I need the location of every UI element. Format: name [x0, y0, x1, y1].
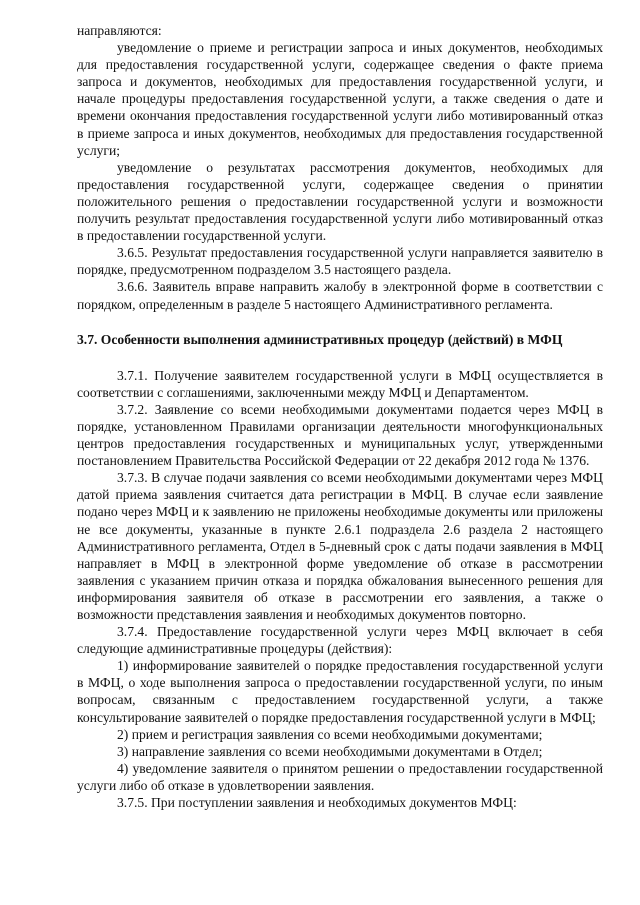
paragraph-3-7-4: 3.7.4. Предоставление государственной услуги через МФЦ включает в себя следующие административные процедуры (действия): — [77, 624, 603, 657]
paragraph-lead-in: направляются: — [77, 23, 162, 38]
list-item-4: 4) уведомление заявителя о принятом решении о предоставлении государственной услуги либо об отказе в удовлетворении заявления. — [77, 760, 603, 793]
paragraph-notice-results: уведомление о результатах рассмотрения документов, необходимых для предоставления государственной услуги, содержащее сведения о принятии положительного решения о предоставлении государственной услуги и возможности получить результат предоставления государственной услуги либо мотивированный отказ в предоставлении государственной услуги. — [77, 159, 603, 244]
list-item-2: 2) прием и регистрация заявления со всеми необходимыми документами; — [117, 726, 543, 742]
list-item-1: 1) информирование заявителей о порядке предоставления государственной услуги в МФЦ, о ходе выполнения запроса о предоставлении государственной услуги, по иным вопросам, связанным с предоставлением государственной услуги, а также консультирование заявителей о порядке предоставления государственной услуги в МФЦ; — [77, 658, 603, 725]
paragraph-notice-receipt: уведомление о приеме и регистрации запроса и иных документов, необходимых для предоставления государственной услуги, содержащее сведения о факте приема запроса и документов, необходимых для предоставления государственной услуги, и начале процедуры предоставления государственной услуги, а также сведения о дате и времени окончания предоставления государственной услуги либо мотивированный отказ в приеме запроса и иных документов, необходимых для предоставления государственной услуги; — [77, 40, 603, 158]
paragraph-3-6-5: 3.6.5. Результат предоставления государственной услуги направляется заявителю в порядке, предусмотренном подразделом 3.5 настоящего раздела. — [77, 245, 603, 278]
paragraph-3-7-2: 3.7.2. Заявление со всеми необходимыми документами подается через МФЦ в порядке, установленном Правилами организации деятельности многофункциональных центров предоставления государственных и муниципальных услуг, утвержденными постановлением Правительства Российской Федерации от 22 декабря 2012 года № 1376. — [77, 401, 603, 469]
paragraph-3-7-5: 3.7.5. При поступлении заявления и необходимых документов МФЦ: — [117, 795, 517, 811]
paragraph-3-7-3: 3.7.3. В случае подачи заявления со всеми необходимыми документами через МФЦ датой приема заявления считается дата регистрации в МФЦ. В случае если заявление подано через МФЦ и к заявлению не приложены необходимые документы или приложены не все документы, указанные в пункте 2.6.1 подраздела 2.6 раздела 2 настоящего Административного регламента, Отдел в 5-дневный срок с даты подачи заявления в МФЦ направляет в МФЦ в электронной форме уведомление об отказе в рассмотрении заявления с указанием причин отказа и порядка обжалования вынесенного решения для информирования заявителя об отказе в рассмотрении его заявления, а также о возможности представления заявления и необходимых документов повторно. — [77, 470, 603, 622]
paragraph-3-7-1: 3.7.1. Получение заявителем государственной услуги в МФЦ осуществляется в соответствии с соглашениями, заключенными между МФЦ и Департаментом. — [77, 367, 603, 400]
paragraph-3-6-6: 3.6.6. Заявитель вправе направить жалобу в электронной форме в соответствии с порядком, определенным в разделе 5 настоящего Административного регламента. — [77, 279, 603, 312]
section-heading: 3.7. Особенности выполнения административных процедур (действий) в МФЦ — [77, 331, 563, 347]
list-item-3: 3) направление заявления со всеми необходимыми документами в Отдел; — [117, 743, 543, 759]
